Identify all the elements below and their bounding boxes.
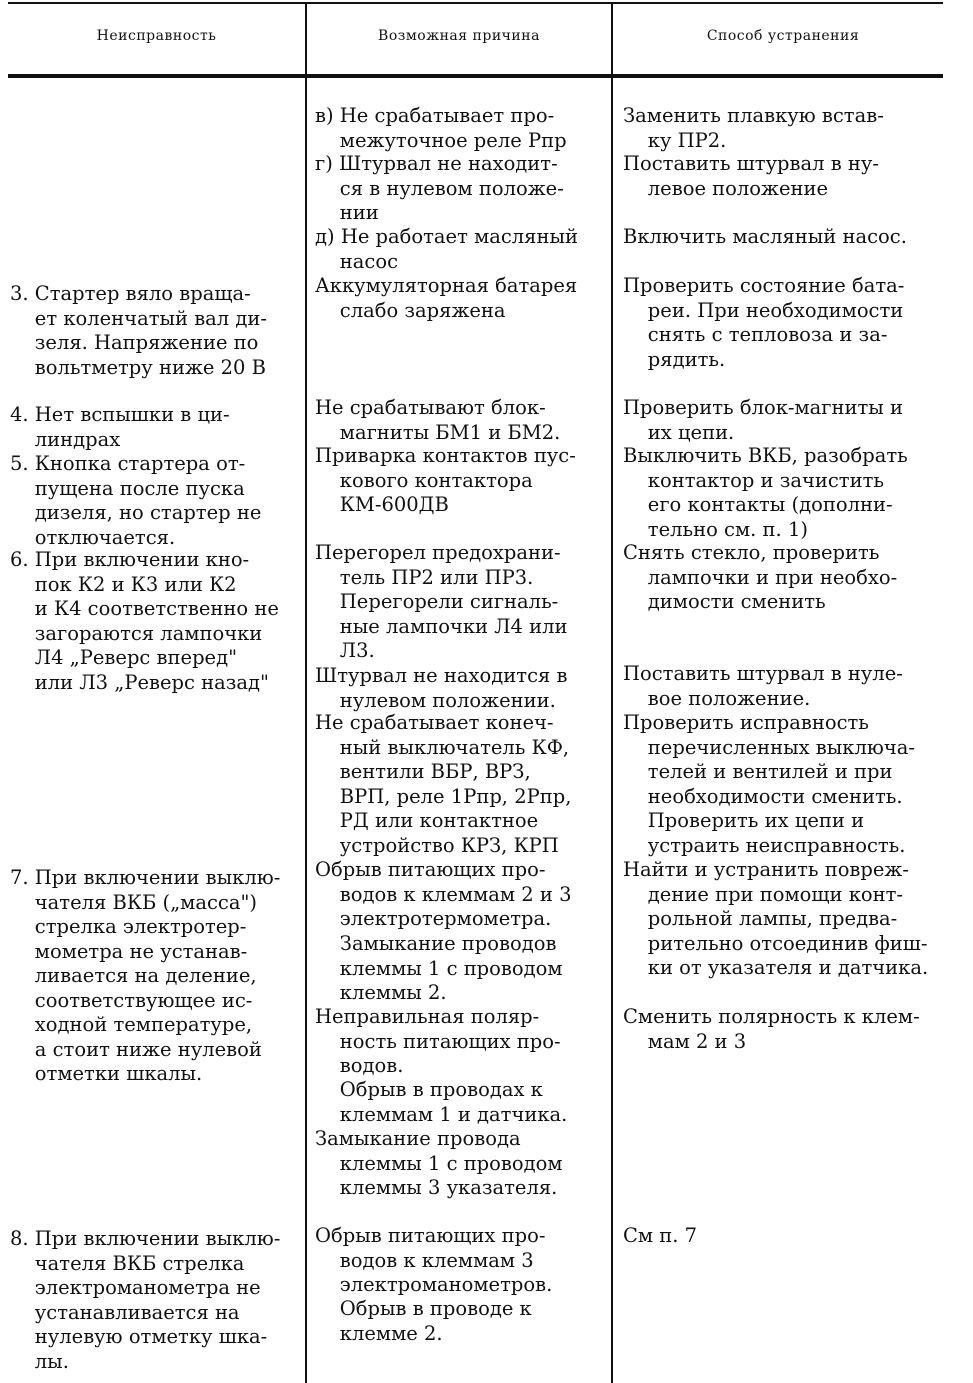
cause-cell: в) Не срабатывает про- межуточное реле Рпр [315, 104, 567, 152]
remedy-cell: Проверить состояние бата- реи. При необходимости снять с тепловоза и за- рядить. [623, 274, 905, 371]
header-bottom-rule [8, 74, 943, 78]
cause-cell: Не срабатывает конеч- ный выключатель КФ, вентили ВБР, ВРЗ, ВРП, реле 1Рпр, 2Рпр, РД или контактное устройство КРЗ, КРП [315, 711, 572, 857]
remedy-cell: Сменить полярность к клем- мам 2 и 3 [623, 1005, 920, 1053]
cause-cell: д) Не работает масляный насос [315, 225, 579, 273]
fault-cell: 4. Нет вспышки в ци- линдрах [10, 403, 230, 451]
cause-cell: Перегорел предохрани- тель ПР2 или ПР3. [315, 541, 561, 589]
remedy-cell: Поставить штурвал в ну- левое положение [623, 152, 879, 200]
cause-cell: Штурвал не находится в нулевом положении. [315, 664, 568, 712]
fault-cell: 3. Стартер вяло враща- ет коленчатый вал ди- зеля. Напряжение по вольтметру ниже 20 В [10, 282, 267, 379]
cause-cell: Обрыв в проводах к клеммам 1 и датчика. [339, 1078, 568, 1126]
cause-cell: Замыкание проводов клеммы 1 с проводом клеммы 2. [339, 932, 563, 1004]
top-rule [8, 2, 943, 4]
fault-cell: 8. При включении выклю- чателя ВКБ стрелка электроманометра не устанавливается на нулевую отметку шка- лы. [10, 1227, 281, 1373]
cause-cell: Замыкание провода клеммы 1 с проводом клеммы 3 указателя. [315, 1127, 563, 1199]
cause-cell: Неправильная поляр- ность питающих про- водов. [315, 1005, 561, 1077]
remedy-cell: Поставить штурвал в нуле- вое положение. [623, 662, 903, 710]
remedy-cell: Снять стекло, проверить лампочки и при необхо- димости сменить [623, 541, 898, 613]
fault-cell: 5. Кнопка стартера от- пущена после пуска дизеля, но стартер не отключается. [10, 452, 262, 549]
cause-cell: Обрыв питающих про- водов к клеммам 2 и 3 электротермометра. [315, 858, 572, 930]
remedy-cell: Выключить ВКБ, разобрать контактор и зачистить его контакты (дополни- тельно см. п. 1) [623, 444, 908, 541]
cause-cell: г) Штурвал не находит- ся в нулевом положе- нии [315, 152, 564, 224]
header-fault: Неисправность [96, 28, 217, 44]
column-divider-1 [305, 4, 307, 1383]
cause-cell: Не срабатывают блок- магниты БМ1 и БМ2. [315, 396, 561, 444]
remedy-cell: Заменить плавкую встав- ку ПР2. [623, 104, 884, 152]
remedy-cell: Включить масляный насос. [623, 225, 907, 248]
fault-cell: 7. При включении выклю- чателя ВКБ („масса") стрелка электротер- мометра не устанав- ливается на деление, соответствующее ис- ходной температуре, а стоит ниже нулевой отметки шкалы. [10, 866, 281, 1085]
remedy-cell: См п. 7 [623, 1224, 698, 1247]
remedy-cell: Проверить их цепи и устраить неисправность. [647, 809, 906, 857]
remedy-cell: Найти и устранить повреж- дение при помощи конт- рольной лампы, предва- рительно отсоединив фиш- ки от указателя и датчика. [623, 858, 929, 979]
cause-cell: Перегорели сигналь- ные лампочки Л4 или Л3. [339, 590, 568, 662]
fault-cell: 6. При включении кно- пок К2 и К3 или К2 и К4 соответственно не загораются лампочки Л4 „Реверс вперед" или Л3 „Реверс назад" [10, 548, 279, 694]
header-cause: Возможная причина [378, 28, 540, 44]
cause-cell: Обрыв в проводе к клемме 2. [339, 1297, 532, 1345]
header-remedy: Способ устранения [706, 28, 860, 44]
cause-cell: Приварка контактов пус- кового контактора КМ-600ДВ [315, 444, 576, 516]
cause-cell: Обрыв питающих про- водов к клеммам 3 электроманометров. [315, 1224, 553, 1296]
remedy-cell: Проверить исправность перечисленных выключа- телей и вентилей и при необходимости сменить. [623, 711, 915, 808]
column-divider-2 [611, 4, 613, 1383]
remedy-cell: Проверить блок-магниты и их цепи. [623, 396, 903, 444]
cause-cell: Аккумуляторная батарея слабо заряжена [315, 274, 578, 322]
